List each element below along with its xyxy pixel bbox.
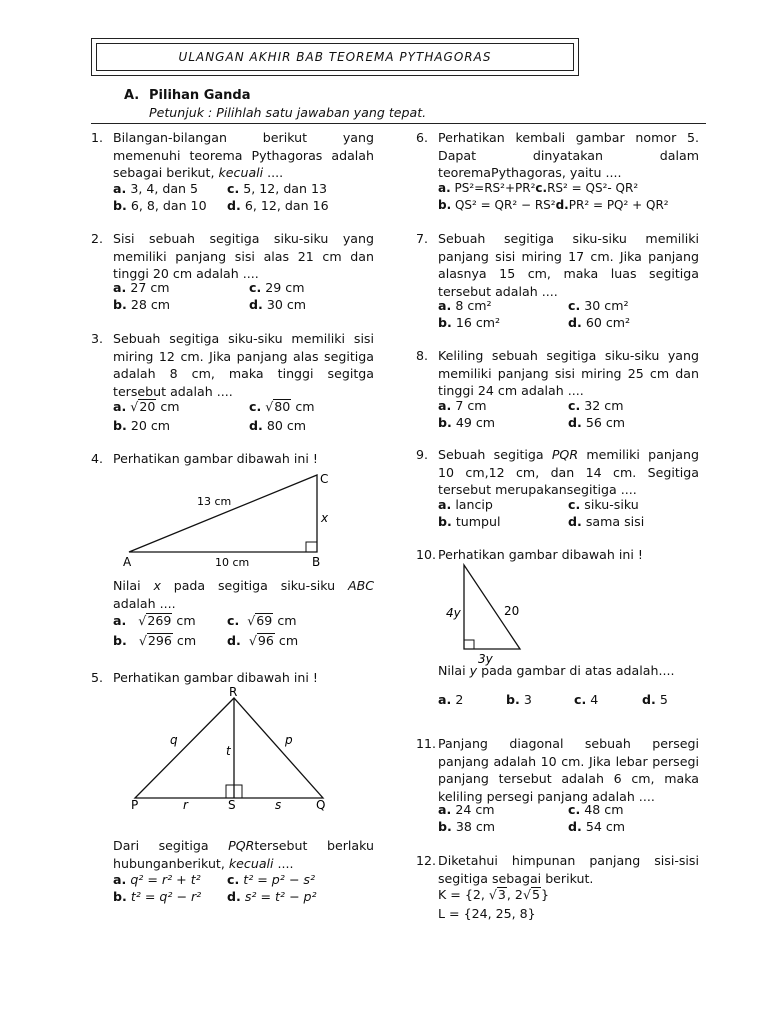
option-a[interactable]: a. 7 cm — [438, 398, 487, 413]
vertex-a: A — [123, 555, 132, 569]
question-text: Sisi sebuah segitiga siku-siku yang memiliki panjang sisi alas 21 cm dan tinggi 20 cm adalah .... — [113, 231, 374, 281]
option-a[interactable]: a. √269 cm — [113, 613, 196, 628]
label-left: 4y — [446, 606, 461, 620]
option-d[interactable]: d. 30 cm — [249, 297, 307, 312]
label-t: t — [226, 744, 231, 758]
option-d[interactable]: d. 60 cm² — [568, 315, 631, 330]
option-c[interactable]: c. √80 cm — [249, 399, 315, 414]
option-b[interactable]: b. 6, 8, dan 10 — [113, 198, 207, 213]
instruction: Petunjuk : Pilihlah satu jawaban yang tepat. — [149, 105, 427, 120]
option-a[interactable]: a. 27 cm — [113, 280, 170, 295]
vertex-p: P — [131, 798, 139, 812]
question-text: Sebuah segitiga PQR memiliki panjang 10 cm,12 cm, dan 14 cm. Segitiga tersebut merupakansegitiga .... — [438, 447, 700, 497]
question-text: Perhatikan kembali gambar nomor 5. Dapat dinyatakan dalam teoremaPythagoras, yaitu .... — [438, 130, 699, 180]
option-d[interactable]: d. 80 cm — [249, 418, 307, 433]
figure-triangle-pqr — [125, 684, 340, 814]
label-s: s — [275, 798, 282, 812]
option-b[interactable]: b. 3 — [506, 692, 532, 707]
question-number: 6. — [416, 130, 429, 145]
vertex-b: B — [312, 555, 321, 569]
option-b-d[interactable]: b. QS² = QR² − RS²d.PR² = PQ² + QR² — [438, 198, 669, 212]
option-b[interactable]: b. 49 cm — [438, 415, 496, 430]
question-text: Nilai x pada segitiga siku-siku ABC adalah .... — [113, 578, 375, 611]
option-a[interactable]: a. 24 cm — [438, 802, 495, 817]
question-number: 4. — [91, 451, 104, 466]
option-a[interactable]: a. lancip — [438, 497, 493, 512]
option-c[interactable]: c. √69 cm — [227, 613, 297, 628]
option-d[interactable]: d. √96 cm — [227, 633, 299, 648]
question-number: 12. — [416, 853, 437, 868]
option-b[interactable]: b. 20 cm — [113, 418, 171, 433]
label-hypotenuse: 13 cm — [197, 495, 232, 508]
question-text: Perhatikan gambar dibawah ini ! — [113, 670, 318, 685]
question-number: 2. — [91, 231, 104, 246]
option-d[interactable]: d. 56 cm — [568, 415, 626, 430]
label-side: x — [321, 511, 329, 525]
option-b[interactable]: b. 16 cm² — [438, 315, 501, 330]
option-a[interactable]: a. 3, 4, dan 5 — [113, 181, 199, 196]
section-name: Pilihan Ganda — [149, 88, 251, 103]
option-a-c[interactable]: a. PS²=RS²+PR²c.RS² = QS²- QR² — [438, 181, 639, 195]
question-number: 8. — [416, 348, 429, 363]
option-d[interactable]: d. 6, 12, dan 16 — [227, 198, 329, 213]
option-c[interactable]: c. 48 cm — [568, 802, 624, 817]
option-c[interactable]: c. 29 cm — [249, 280, 305, 295]
option-a[interactable]: a. q² = r² + t² — [113, 872, 201, 887]
option-c[interactable]: c. 4 — [574, 692, 599, 707]
option-b[interactable]: b. √296 cm — [113, 633, 197, 648]
option-c[interactable]: c. 30 cm² — [568, 298, 629, 313]
question-text: Sebuah segitiga siku-siku memiliki panjang sisi miring 17 cm. Jika panjang alasnya 15 cm, maka luas segitiga tersebut adalah .... — [438, 231, 699, 299]
question-text: Nilai y pada gambar di atas adalah.... — [438, 663, 675, 678]
set-k: K = {2, √3, 2√5} — [438, 887, 549, 902]
vertex-r: R — [229, 685, 238, 699]
question-text: Perhatikan gambar dibawah ini ! — [438, 547, 643, 562]
question-number: 5. — [91, 670, 104, 685]
option-b[interactable]: b. 38 cm — [438, 819, 496, 834]
figure-triangle-abc — [115, 468, 340, 573]
question-number: 11. — [416, 736, 437, 751]
vertex-s: S — [228, 798, 236, 812]
option-a[interactable]: a. √20 cm — [113, 399, 180, 414]
question-number: 1. — [91, 130, 104, 145]
label-hyp: 20 — [504, 604, 520, 618]
question-number: 9. — [416, 447, 429, 462]
vertex-q: Q — [316, 798, 326, 812]
label-p: p — [285, 733, 293, 747]
question-text: Panjang diagonal sebuah persegi panjang adalah 10 cm. Jika lebar persegi panjang tersebut adalah 6 cm, maka keliling persegi panjang adalah .... — [438, 736, 699, 804]
option-d[interactable]: d. sama sisi — [568, 514, 645, 529]
title-box — [91, 38, 579, 76]
question-text: Keliling sebuah segitiga siku-siku yang memiliki panjang sisi miring 25 cm dan tinggi 24 cm adalah .... — [438, 348, 699, 398]
option-b[interactable]: b. tumpul — [438, 514, 501, 529]
option-d[interactable]: d. s² = t² − p² — [227, 889, 317, 904]
question-text: Dari segitiga PQRtersebut berlaku hubunganberikut, kecuali .... — [113, 838, 374, 871]
question-text: Sebuah segitiga siku-siku memiliki sisi miring 12 cm. Jika panjang alas segitiga adalah 8 cm, maka tinggi segitga tersebut adalah .... — [113, 331, 374, 399]
label-q: q — [170, 733, 178, 747]
figure-triangle-10 — [440, 560, 540, 670]
question-number: 7. — [416, 231, 429, 246]
question-number: 3. — [91, 331, 104, 346]
option-a[interactable]: a. 2 — [438, 692, 464, 707]
option-a[interactable]: a. 8 cm² — [438, 298, 492, 313]
option-c[interactable]: c. 32 cm — [568, 398, 624, 413]
divider — [91, 123, 706, 124]
page-title: ULANGAN AKHIR BAB TEOREMA PYTHAGORAS — [96, 43, 574, 71]
option-c[interactable]: c. 5, 12, dan 13 — [227, 181, 328, 196]
label-base: 3y — [478, 652, 493, 666]
option-b[interactable]: b. t² = q² − r² — [113, 889, 202, 904]
label-r: r — [183, 798, 188, 812]
question-number: 10. — [416, 547, 437, 562]
option-d[interactable]: d. 54 cm — [568, 819, 626, 834]
label-base: 10 cm — [215, 556, 250, 569]
option-c[interactable]: c. t² = p² − s² — [227, 872, 316, 887]
option-c[interactable]: c. siku-siku — [568, 497, 639, 512]
option-b[interactable]: b. 28 cm — [113, 297, 171, 312]
section-label: A. — [124, 88, 140, 103]
vertex-c: C — [320, 472, 329, 486]
question-text: Diketahui himpunan panjang sisi-sisi segitiga sebagai berikut. — [438, 853, 699, 886]
question-text: Perhatikan gambar dibawah ini ! — [113, 451, 318, 466]
question-text: Bilangan-bilangan berikut yang memenuhi teorema Pythagoras adalah sebagai berikut, kecuali .... — [113, 130, 374, 180]
set-l: L = {24, 25, 8} — [438, 906, 536, 921]
option-d[interactable]: d. 5 — [642, 692, 668, 707]
